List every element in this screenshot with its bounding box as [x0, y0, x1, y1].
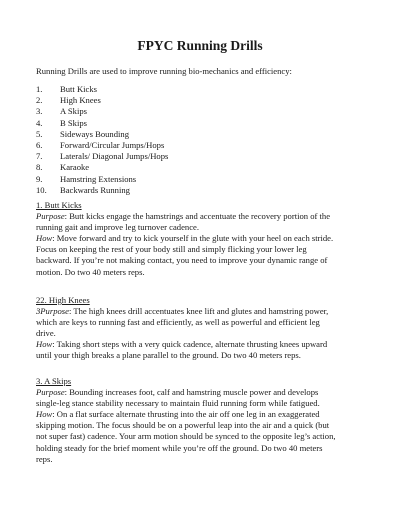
section-a-skips	[36, 376, 368, 465]
list-item-number: 6.	[36, 139, 43, 150]
paragraph-line: until your thigh breaks a plane parallel to the ground. Do two 40 meters reps.	[36, 350, 301, 361]
list-item-label: A Skips	[60, 106, 87, 117]
list-item-label: High Knees	[60, 95, 101, 106]
paragraph-line: : On a flat surface alternate thrusting into the air off one leg in an exaggerated	[52, 409, 320, 420]
list-item-number: 5.	[36, 128, 43, 139]
paragraph-line: motion. Do two 40 meters reps.	[36, 266, 145, 277]
list-item-label: Hamstring Extensions	[60, 173, 137, 184]
section-high-knees	[36, 295, 368, 362]
list-item-number: 7.	[36, 151, 43, 162]
purpose-paragraph	[36, 387, 368, 409]
list-item-label: Laterals/ Diagonal Jumps/Hops	[60, 151, 169, 162]
paragraph-line: : Butt kicks engage the hamstrings and accentuate the recovery portion of the	[64, 211, 331, 222]
purpose-paragraph	[36, 306, 368, 339]
how-paragraph	[36, 409, 368, 464]
list-item-label: Karaoke	[60, 162, 90, 173]
intro-paragraph: Running Drills are used to improve running bio-mechanics and efficiency:	[36, 66, 292, 76]
list-item-label: Butt Kicks	[60, 84, 98, 94]
list-item-number: 9.	[36, 173, 43, 184]
list-item-number: 4.	[36, 117, 43, 128]
section-heading: 1. Butt Kicks	[36, 200, 82, 210]
paragraph-line: reps.	[36, 453, 53, 464]
list-item-label: Sideways Bounding	[60, 128, 129, 139]
section-heading: 3. A Skips	[36, 376, 72, 386]
how-label: How	[36, 409, 53, 420]
how-label: How	[36, 339, 53, 350]
paragraph-line: holding steady for the brief moment while you’re off the ground. Do two 40 meters	[36, 442, 323, 453]
section-heading: 22. High Knees	[36, 295, 90, 305]
list-item-number: 8.	[36, 162, 43, 173]
paragraph-line: running gait and improve leg turnover cadence.	[36, 222, 199, 233]
paragraph-line: : Move forward and try to kick yourself in the glute with your heel on each stride.	[52, 233, 334, 244]
paragraph-line: which are keys to running fast and efficiently, as well as powerful and efficient leg	[36, 317, 320, 328]
list-item-number: 2.	[36, 95, 43, 106]
list-item-number: 1.	[36, 84, 43, 94]
how-label: How	[36, 233, 53, 244]
paragraph-line: backward. If you’re not making contact, you need to improve your dynamic range of	[36, 255, 328, 266]
paragraph-line: : The high knees drill accentuates knee lift and glutes and hamstring power,	[68, 306, 329, 317]
paragraph-line: drive.	[36, 328, 56, 339]
paragraph-line: single-leg stance stability necessary to maintain fluid running form while fatigued.	[36, 398, 320, 409]
document-title: FPYC Running Drills	[137, 38, 263, 53]
list-item-label: Forward/Circular Jumps/Hops	[60, 139, 165, 150]
paragraph-line: : Bounding increases foot, calf and hamstring muscle power and develops	[64, 387, 319, 398]
paragraph-line: not super fast) cadence. Your arm motion should be synced to the opposite leg’s action,	[36, 431, 336, 442]
list-item-label: B Skips	[60, 117, 87, 128]
list-item-number: 3.	[36, 106, 43, 117]
list-item-label: Backwards Running	[60, 184, 130, 195]
paragraph-line: skipping motion. The focus should be on a powerful leap into the air and a quick (but	[36, 420, 330, 431]
list-item-number: 10.	[36, 184, 47, 195]
purpose-label: Purpose	[36, 211, 65, 222]
how-paragraph	[36, 233, 368, 277]
purpose-label: Purpose	[36, 387, 65, 398]
paragraph-line: : Taking short steps with a very quick cadence, alternate thrusting knees upward	[52, 339, 328, 350]
section-butt-kicks	[36, 200, 368, 278]
purpose-paragraph	[36, 211, 368, 233]
paragraph-line: Focus on keeping the rest of your body still and simply flicking your lower leg	[36, 244, 307, 255]
how-paragraph	[36, 339, 368, 361]
purpose-label: 3Purpose	[36, 306, 69, 317]
